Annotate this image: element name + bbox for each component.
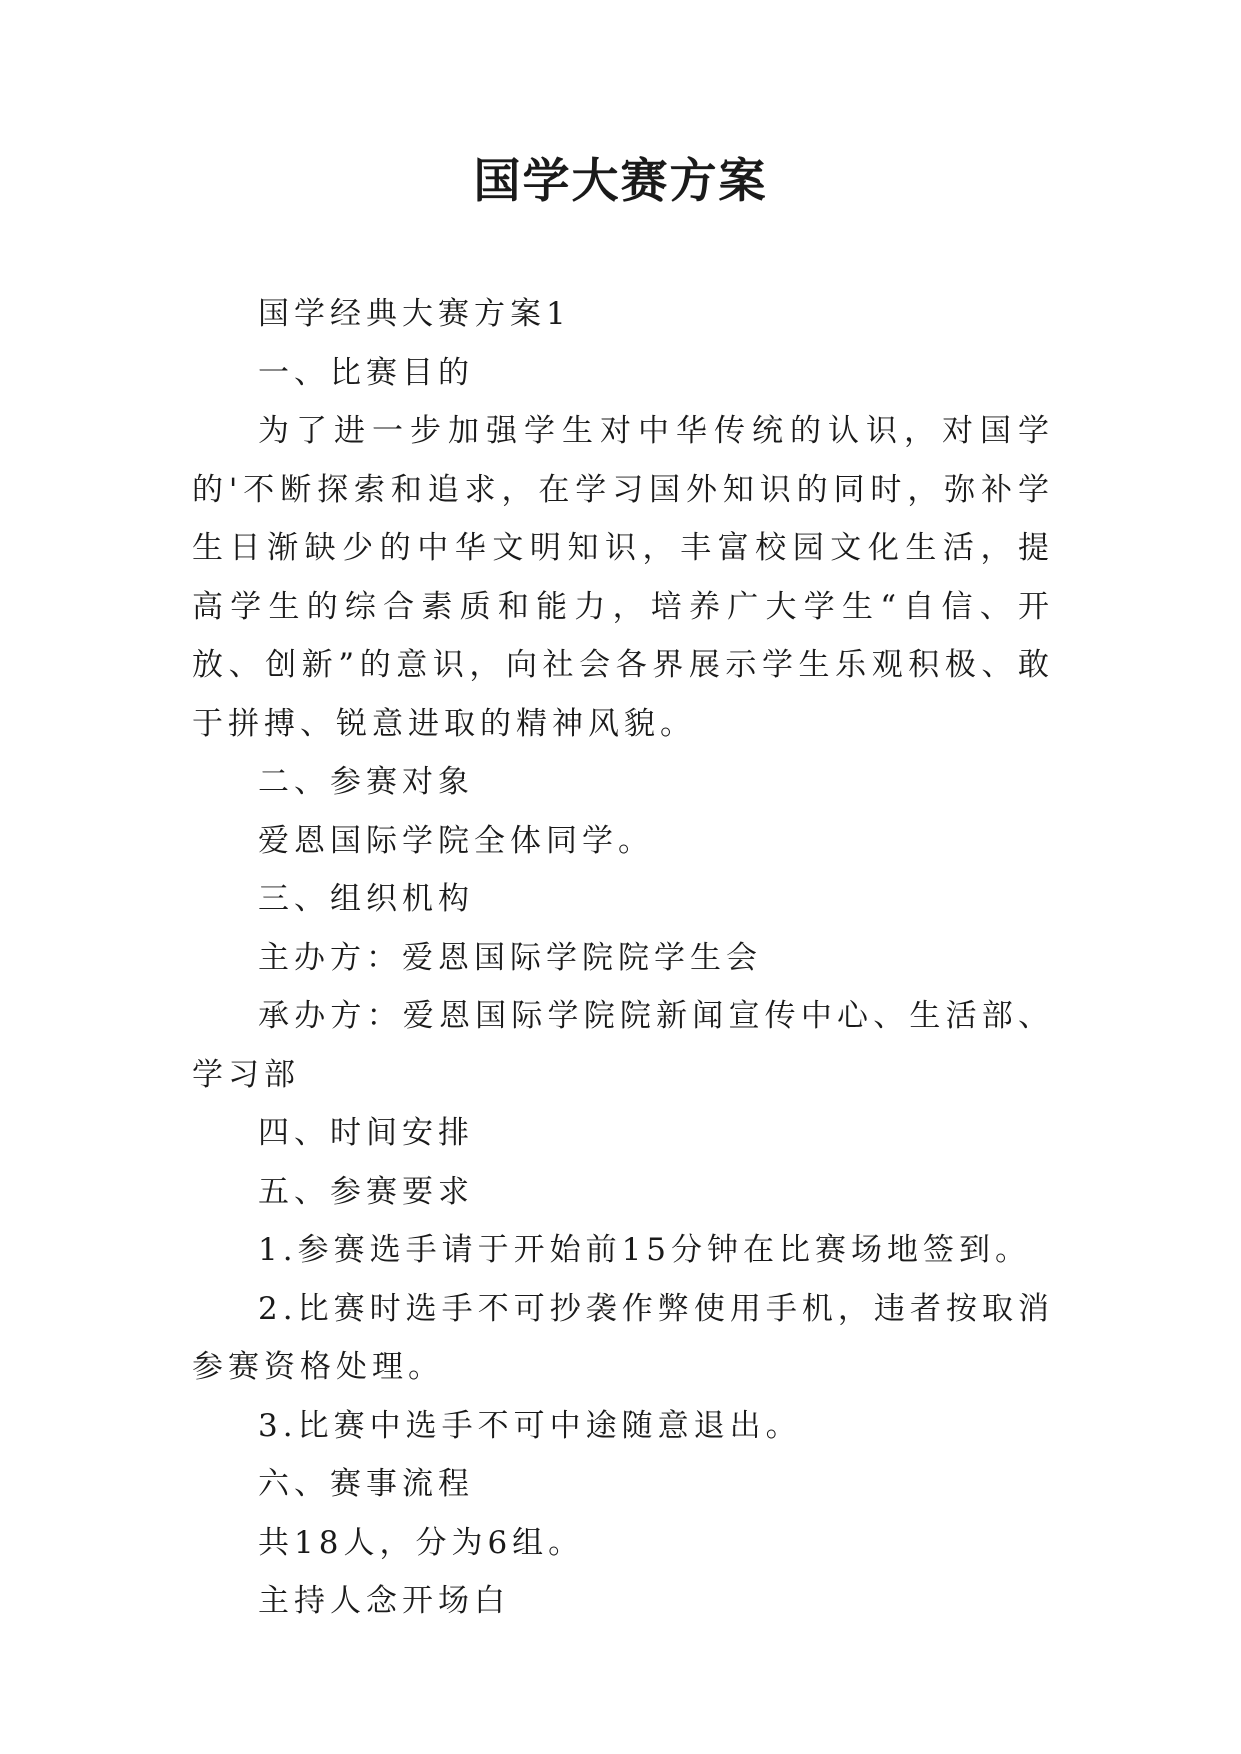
section-heading-requirements: 五、参赛要求 xyxy=(258,1173,474,1210)
paragraph-groups: 共18人，分为6组。 xyxy=(258,1524,585,1561)
document-title: 国学大赛方案 xyxy=(473,154,768,209)
paragraph-opening: 主持人念开场白 xyxy=(258,1583,510,1619)
paragraph-participants: 爱恩国际学院全体同学。 xyxy=(258,822,654,859)
section-heading-participants: 二、参赛对象 xyxy=(258,764,474,800)
requirement-item-3: 3.比赛中选手不可中途随意退出。 xyxy=(258,1407,802,1444)
paragraph-host: 主办方：爱恩国际学院院学生会 xyxy=(258,939,762,976)
section-heading-schedule: 四、时间安排 xyxy=(258,1115,474,1151)
requirement-item-2: 2.比赛时选手不可抄袭作弊使用手机，违者按取消参赛资格处理。 xyxy=(192,1290,1054,1385)
doc-subtitle: 国学经典大赛方案1 xyxy=(258,296,571,332)
paragraph-purpose: 为了进一步加强学生对中华传统的认识，对国学的'不断探索和追求，在学习国外知识的同时，弥补学生日渐缺少的中华文明知识，丰富校园文化生活，提高学生的综合素质和能力，培养广大学生“自信、开放、创新”的意识，向社会各界展示学生乐观积极、敢于拼搏、锐意进取的精神风貌。 xyxy=(192,413,1054,742)
document-body xyxy=(192,285,1054,1631)
paragraph-organizer: 承办方：爱恩国际学院院新闻宣传中心、生活部、学习部 xyxy=(192,998,1054,1093)
section-heading-process: 六、赛事流程 xyxy=(258,1466,474,1502)
section-heading-purpose: 一、比赛目的 xyxy=(258,354,474,391)
section-heading-organization: 三、组织机构 xyxy=(258,881,474,917)
requirement-item-1: 1.参赛选手请于开始前15分钟在比赛场地签到。 xyxy=(258,1232,1032,1268)
